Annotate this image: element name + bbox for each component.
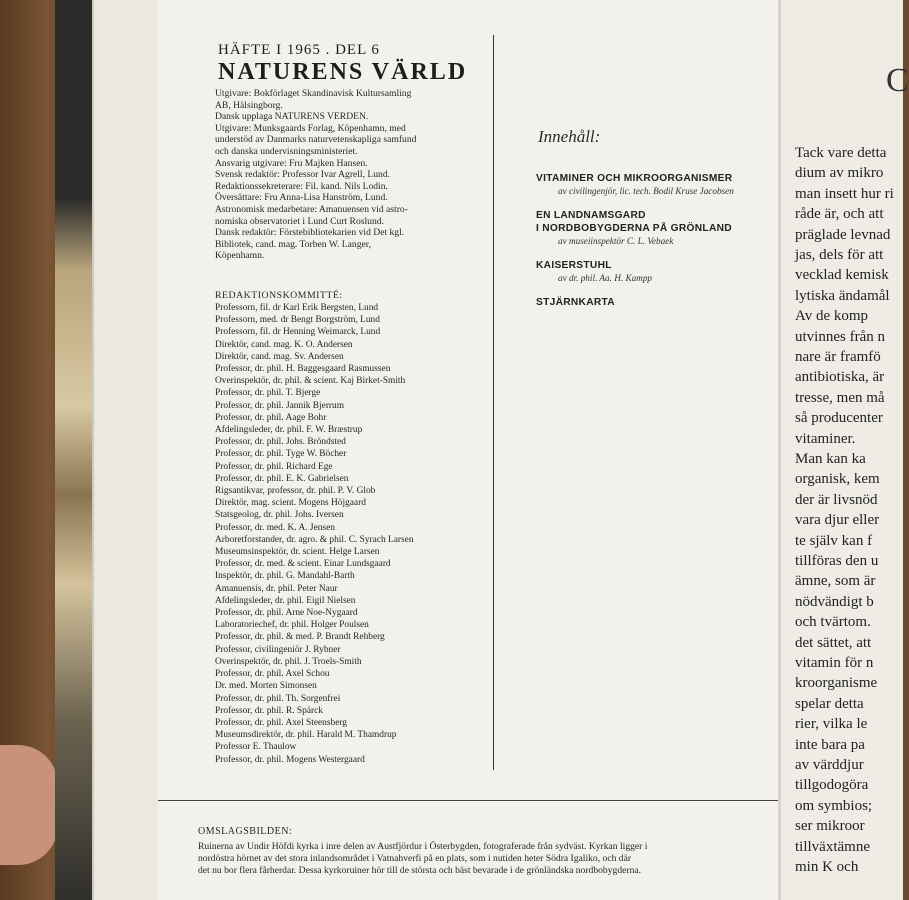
right-page-line: nödvändigt b [795, 593, 874, 610]
toc-item-title: STJÄRNKARTA [536, 297, 615, 308]
committee-member: Professor E. Thaulow [215, 742, 297, 753]
right-page-line: ämne, som är [795, 573, 876, 590]
right-page-line: nare är framfö [795, 349, 881, 365]
committee-member: Museumsdirektör, dr. phil. Harald M. Thamdrup [215, 730, 397, 741]
right-page-line: utvinnes från n [795, 328, 885, 345]
committee-member: Professor, dr. phil. Tyge W. Böcher [215, 449, 347, 460]
right-page-line: jas, dels för att [795, 247, 884, 263]
info-line: Dansk upplaga NATURENS VERDEN. [215, 111, 369, 123]
committee-member: Museumsinspektör, dr. scient. Helge Larsen [215, 547, 380, 558]
toc-item-title: EN LANDNAMSGARD I NORDBOBYGDERNA PÅ GRÖNLAND [536, 210, 732, 234]
committee-member: Overinspektör, dr. phil. J. Troels-Smith [215, 656, 362, 667]
committee-member: Professor, dr. phil. Johs. Bröndsted [215, 437, 346, 448]
info-line: Bibliotek, cand. mag. Torben W. Langer, [215, 238, 371, 250]
right-page-line: rier, vilka le [795, 716, 868, 733]
info-line: Dansk redaktör: Förstebibliotekarien vid Det kgl. [215, 227, 405, 239]
info-line: Svensk redaktör: Professor Ivar Agrell, Lund. [215, 169, 391, 181]
committee-member: Rigsantikvar, professor, dr. phil. P. V. Glob [215, 486, 376, 497]
committee-member: Arboretforstander, dr. agro. & phil. C. Syrach Larsen [215, 534, 414, 545]
committee-member: Statsgeolog, dr. phil. Johs. Iversen [215, 510, 344, 521]
committee-heading: REDAKTIONSKOMMITTÉ: [215, 290, 343, 301]
info-line: understöd av Danmarks naturvetenskapliga samfund [215, 134, 417, 146]
committee-member: Inspektör, dr. phil. G. Mandahl-Barth [215, 571, 355, 582]
committee-member: Professor, dr. phil. Aage Bohr [215, 412, 327, 423]
right-page-line: Tack vare detta [795, 145, 887, 161]
committee-member: Direktör, mag. scient. Mogens Höjgaard [215, 498, 366, 509]
committee-member: Professorn, fil. dr Karl Erik Bergsten, Lund [215, 303, 379, 313]
committee-member: Professor, dr. phil. Axel Schou [215, 669, 330, 680]
cover-caption [198, 826, 778, 877]
cover-text [198, 841, 778, 877]
info-line: Astronomisk medarbetare: Amanuensen vid astro- [215, 203, 408, 215]
committee-member: Amanuensis, dr. phil. Peter Naur [215, 583, 338, 594]
committee-member: Professor, dr. phil. E. K. Gabrielsen [215, 473, 349, 484]
committee-member: Professor, dr. phil. R. Spärck [215, 705, 323, 716]
committee-member: Professor, dr. phil. Arne Noe-Nygaard [215, 608, 358, 619]
committee-member: Professor, dr. phil. Th. Sorgenfrei [215, 693, 341, 704]
right-page-line: tresse, men må [795, 389, 885, 406]
marbled-book-edge [55, 0, 97, 900]
cover-line: nordöstra hörnet av det stora inlandsområdet i Vatnahverfi på en plats, som i nutiden heter Södra Igaliko, och där [198, 853, 632, 864]
toc-item-title: VITAMINER OCH MIKROORGANISMER [536, 173, 733, 184]
right-page-line: vara djur eller [795, 512, 880, 529]
info-line: Utgivare: Munksgaards Forlag, Köpenhamn, med [215, 122, 406, 134]
right-page-line: så producenter [795, 410, 883, 427]
info-line: AB, Hälsingborg. [215, 99, 283, 111]
committee-member: Professor, dr. phil. & med. P. Brandt Rehberg [215, 632, 385, 643]
right-page-line: organisk, kem [795, 471, 880, 488]
right-page-line: min K och [795, 859, 859, 875]
committee-list [215, 302, 505, 766]
committee-member: Professor, dr. med. & scient. Einar Lundsgaard [215, 559, 391, 570]
right-page-line: te själv kan f [795, 532, 873, 549]
info-line: Redaktionssekreterare: Fil. kand. Nils Lodin. [215, 180, 388, 192]
committee-member: Afdelingsleder, dr. phil. Eigil Nielsen [215, 595, 356, 606]
right-page-line: präglade levnad [795, 226, 891, 243]
right-page-line: vitamin för n [795, 655, 874, 671]
committee-member: Professorn, med. dr Bengt Borgström, Lund [215, 315, 380, 326]
toc-heading: Innehåll: [538, 127, 601, 146]
toc-item [536, 172, 766, 197]
committee-member: Professor, dr. phil. H. Baggesgaard Rasmussen [215, 364, 391, 375]
right-page-line: ser mikroor [795, 818, 865, 835]
cover-line: det nu bor flera fårherdar. Dessa kyrkoruiner hör till de största och bäst bevarade i de grönländska nordbobygderna. [198, 865, 642, 876]
magazine-title: NATURENS VÄRLD [218, 59, 468, 85]
committee-member: Professor, civilingeniör J. Rybner [215, 644, 341, 655]
book-gutter [92, 0, 162, 900]
committee-member: Professor, dr. phil. Richard Ege [215, 461, 333, 472]
right-page-line: Man kan ka [795, 451, 866, 467]
right-page-line: tillväxtämne [795, 838, 870, 855]
issue-line: HÄFTE I 1965 . DEL 6 [218, 42, 380, 58]
right-page-line: spelar detta [795, 695, 864, 712]
toc-item-author: av dr. phil. Aa. H. Kampp [558, 273, 653, 283]
right-page-line: om symbios; [795, 797, 873, 814]
masthead [218, 42, 478, 85]
right-page-line: man insett hur ri [795, 185, 894, 202]
toc-item-title: KAISERSTUHL [536, 260, 612, 271]
committee-member: Professorn, fil. dr Henning Weimarck, Lund [215, 327, 381, 338]
left-page [158, 0, 778, 900]
hand [0, 745, 58, 865]
info-line: Ansvarig utgivare: Fru Majken Hansen. [215, 157, 368, 169]
publisher-info [215, 88, 485, 262]
committee-member: Direktör, cand. mag. K. O. Andersen [215, 339, 353, 350]
right-page-line: antibiotiska, är [795, 369, 885, 386]
toc-item [536, 259, 766, 284]
committee-member: Afdelingsleder, dr. phil. F. W. Bræstrup [215, 425, 363, 436]
right-page-line: inte bara pa [795, 736, 865, 753]
info-line: och danska undervisningsministeriet. [215, 145, 358, 157]
right-page-line: råde är, och att [795, 206, 884, 223]
right-page-line: der är livsnöd [795, 491, 878, 508]
info-line: Utgivare: Bokförlaget Skandinavisk Kultursamling [215, 88, 412, 99]
right-page-line: dium av mikro [795, 165, 884, 182]
toc-item-author: av museiinspektör C. L. Vebaek [558, 236, 674, 246]
right-page-line: Av de komp [795, 308, 869, 325]
info-line: nomiska observatoriet i Lund Curt Roslund. [215, 215, 384, 227]
committee-member: Professor, dr. phil. Mogens Westergaard [215, 754, 365, 765]
right-page-line: tillföras den u [795, 553, 879, 569]
committee-member: Direktör, cand. mag. Sv. Andersen [215, 351, 344, 362]
right-page-line: lytiska ändamål [795, 287, 890, 304]
right-page-line: det sättet, att [795, 634, 872, 651]
committee-member: Dr. med. Morten Simonsen [215, 681, 317, 692]
right-page-line: av värddjur [795, 757, 864, 773]
committee-member: Professor, dr. phil. Jannik Bjerrum [215, 400, 345, 411]
right-page-line: kroorganisme [795, 675, 878, 692]
cover-heading: OMSLAGSBILDEN: [198, 826, 293, 837]
info-line: Köpenhamn. [215, 250, 265, 262]
right-page-line: tillgodogöra [795, 777, 869, 794]
committee-member: Professor, dr. phil. T. Bjerge [215, 388, 321, 399]
right-page-line: och tvärtom. [795, 614, 871, 631]
toc-item [536, 296, 766, 309]
committee-member: Laboratoriechef, dr. phil. Holger Poulsen [215, 620, 369, 631]
horizontal-divider [158, 800, 778, 801]
right-page-line: vecklad kemisk [795, 267, 889, 284]
drop-cap: C [886, 62, 909, 99]
committee-member: Professor, dr. phil. Axel Steensberg [215, 717, 347, 728]
cover-line: Ruinerna av Undir Höfdi kyrka i inre delen av Austfjördur i Österbygden, fotograferade från sydväst. Kyrkan ligger i [198, 841, 648, 852]
table-of-contents [536, 172, 766, 321]
right-page [778, 0, 909, 900]
toc-item-author: av civilingenjör, lic. tech. Bodil Kruse Jacobsen [558, 186, 734, 196]
committee-member: Professor, dr. med. K. A. Jensen [215, 522, 335, 533]
info-line: Översättare: Fru Anna-Lisa Hanström, Lund. [215, 192, 388, 204]
right-page-line: vitaminer. [795, 430, 856, 447]
column-divider [493, 35, 494, 770]
toc-item [536, 209, 766, 247]
committee-member: Overinspektör, dr. phil. & scient. Kaj Birket-Smith [215, 376, 406, 387]
